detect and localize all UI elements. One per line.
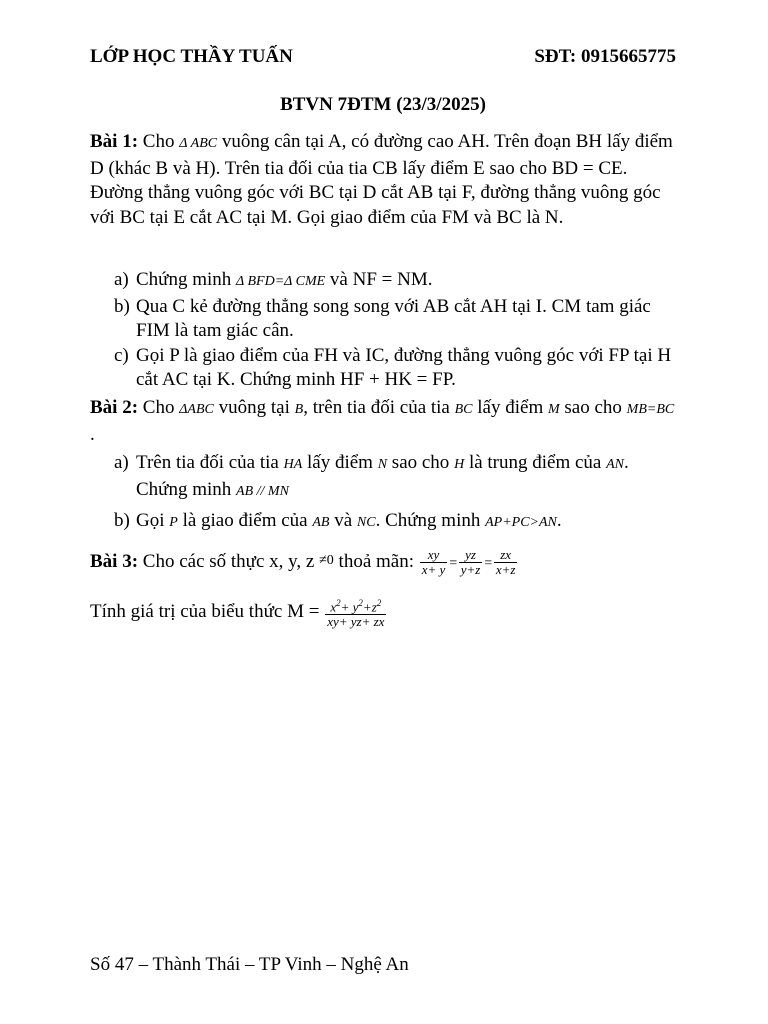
text: vuông tại — [213, 397, 295, 418]
text: sao cho — [387, 452, 455, 473]
math-expression: AB // MN — [236, 483, 289, 499]
problem-1-text: vuông cân tại A, có đường cao AH. Trên đoạn BH lấy điểm D (khác B và H). Trên tia đối của tia CB lấy điểm E sao cho BD = CE. Đường thẳng vuông góc với BC tại D cắt AB tại F, đường thẳng vuông góc với BC tại E cắt AC tại M. Gọi giao điểm của FM và BC là N. — [90, 131, 673, 228]
math-expression: NC — [356, 515, 376, 530]
text: Gọi — [136, 510, 170, 531]
phone-number: SĐT: 0915665775 — [534, 46, 676, 67]
list-item — [90, 295, 676, 344]
problem-1-label: Bài 1: — [90, 131, 139, 152]
math-expression: AB — [312, 515, 330, 530]
text: Cho các số thực x, y, z — [138, 550, 320, 572]
math-expression: AP+PC>AN — [485, 515, 557, 530]
math-expression: BC — [454, 402, 473, 417]
equals-sign: = — [448, 555, 458, 571]
part-label: c) — [114, 344, 129, 366]
list-item — [90, 344, 676, 393]
expression-task — [90, 596, 676, 629]
problem-1-cho: Cho — [138, 131, 180, 152]
math-expression: H — [454, 457, 465, 472]
school-name: LỚP HỌC THẦY TUẤN — [90, 46, 293, 67]
problem-2-parts — [90, 451, 676, 536]
math-expression: Δ BFD=Δ CME — [236, 274, 326, 289]
footer-address: Số 47 – Thành Thái – TP Vinh – Nghệ An — [90, 954, 409, 975]
math-expression: HA — [283, 457, 303, 472]
part-label: a) — [114, 452, 129, 473]
problem-1-parts — [90, 268, 676, 393]
part-text: Chứng minh — [136, 269, 237, 290]
text: là trung điểm của — [464, 452, 607, 473]
part-label: a) — [114, 269, 129, 290]
header — [90, 46, 676, 68]
fraction: $\frac{zx}{x+z}$ — [495, 547, 516, 577]
text: lấy điểm — [302, 452, 378, 473]
text: Cho — [138, 397, 180, 418]
fraction: $\frac{x^2+ y^2+z^2}{xy+ yz+ zx}$ — [327, 598, 385, 630]
text: . — [556, 510, 562, 531]
math-expression: P — [169, 515, 178, 530]
math-expression: N — [377, 457, 388, 472]
text: , trên tia đối của tia — [303, 397, 455, 418]
math-expression: AN — [606, 457, 625, 472]
problem-3-label: Bài 3: — [90, 550, 139, 572]
problem-1 — [90, 130, 676, 230]
equals-sign: = — [483, 555, 493, 571]
text: Trên tia đối của tia — [136, 452, 284, 473]
problem-1-triangle: Δ ABC — [179, 136, 218, 151]
part-text: Qua C kẻ đường thẳng song song với AB cắt AH tại I. CM tam giác FIM là tam giác cân. — [136, 295, 651, 341]
text: lấy điểm — [472, 397, 548, 418]
problem-2 — [90, 396, 676, 447]
text: . Chứng minh — [375, 510, 486, 531]
math-expression: ΔABC — [179, 402, 214, 417]
list-item — [90, 451, 676, 504]
text: và — [329, 510, 357, 531]
math-expression: M — [547, 402, 560, 417]
fraction: $\frac{yz}{y+z}$ — [460, 547, 481, 577]
math-expression: ≠0 — [319, 552, 334, 568]
math-expression: B — [294, 402, 304, 417]
problem-3 — [90, 548, 676, 577]
text: sao cho — [559, 397, 627, 418]
text: Tính giá trị của biểu thức M = — [90, 601, 325, 623]
text: . Chứng minh — [136, 452, 629, 500]
text: thoả mãn: — [333, 550, 419, 572]
part-label: b) — [114, 510, 130, 531]
document-page — [90, 0, 676, 1024]
list-item — [90, 268, 676, 295]
problem-2-label: Bài 2: — [90, 397, 139, 418]
page-title: BTVN 7ĐTM (23/3/2025) — [280, 94, 486, 115]
part-text: và NF = NM. — [325, 269, 433, 290]
part-text: Gọi P là giao điểm của FH và IC, đường thẳng vuông góc với FP tại H cắt AC tại K. Chứng minh HF + HK = FP. — [136, 344, 672, 390]
fraction: $\frac{xy}{x+ y}$ — [421, 547, 446, 577]
part-label: b) — [114, 295, 130, 317]
text: là giao điểm của — [177, 510, 313, 531]
list-item — [90, 509, 676, 536]
text: . — [90, 423, 95, 445]
math-expression: MB=BC — [626, 402, 675, 417]
